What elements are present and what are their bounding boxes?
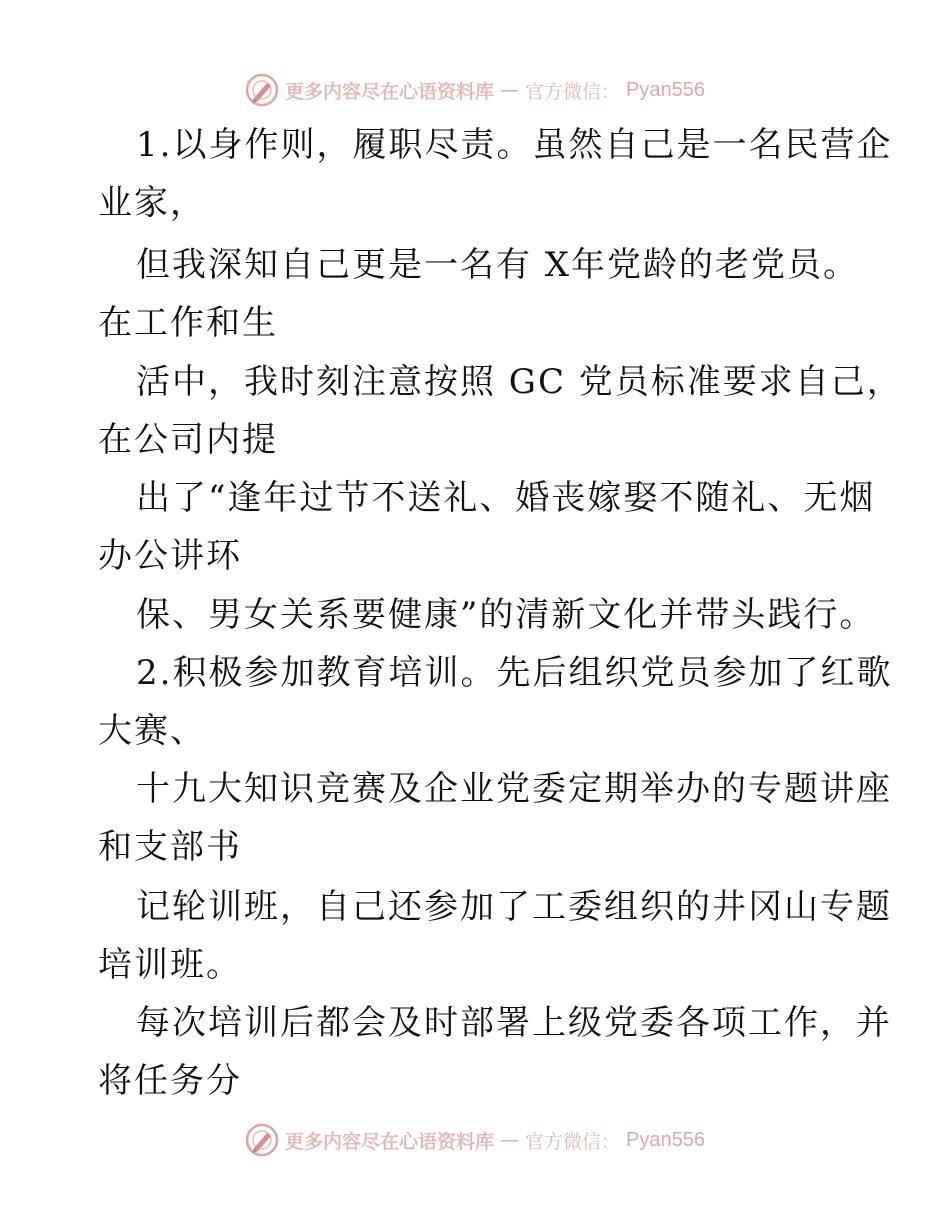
text-line: 活中，我时刻注意按照 GC 党员标准要求自己， [136, 362, 903, 402]
text-line: 但我深知自己更是一名有 X年党龄的老党员。 [136, 245, 860, 285]
watermark-dash: — [500, 79, 520, 101]
watermark-text: 更多内容尽在心语资料库 [285, 80, 495, 103]
watermark-wechat-id: Pyan556 [626, 1128, 705, 1151]
watermark-header [0, 72, 950, 108]
watermark-wechat-label: 官方微信： [525, 1130, 621, 1153]
text-line: 每次培训后都会及时部署上级党委各项工作，并 [136, 1003, 892, 1043]
text-line: 2.积极参加教育培训。先后组织党员参加了红歌 [136, 653, 893, 693]
watermark-wechat-id: Pyan556 [626, 78, 705, 101]
text-line: 出了“逢年过节不送礼、婚丧嫁娶不随礼、无烟 [136, 478, 876, 518]
text-line: 将任务分 [98, 1061, 242, 1101]
watermark-footer [0, 1122, 950, 1158]
text-line: 培训班。 [98, 945, 242, 985]
watermark-dash: — [500, 1129, 520, 1151]
text-line: 业家， [98, 183, 206, 223]
text-line: 保、男女关系要健康”的清新文化并带头践行。 [136, 595, 876, 635]
text-line: 1.以身作则，履职尽责。虽然自己是一名民营企 [136, 125, 893, 165]
pen-logo-icon [245, 73, 279, 107]
text-line: 大赛、 [98, 711, 206, 751]
text-line: 十九大知识竞赛及企业党委定期举办的专题讲座 [136, 769, 892, 809]
text-line: 办公讲环 [98, 536, 242, 576]
watermark-text: 更多内容尽在心语资料库 [285, 1130, 495, 1153]
pen-logo-icon [245, 1123, 279, 1157]
text-line: 在工作和生 [98, 303, 278, 343]
text-line: 记轮训班，自己还参加了工委组织的井冈山专题 [136, 887, 892, 927]
text-line: 和支部书 [98, 827, 242, 867]
text-line: 在公司内提 [98, 420, 278, 460]
watermark-wechat-label: 官方微信： [525, 80, 621, 103]
